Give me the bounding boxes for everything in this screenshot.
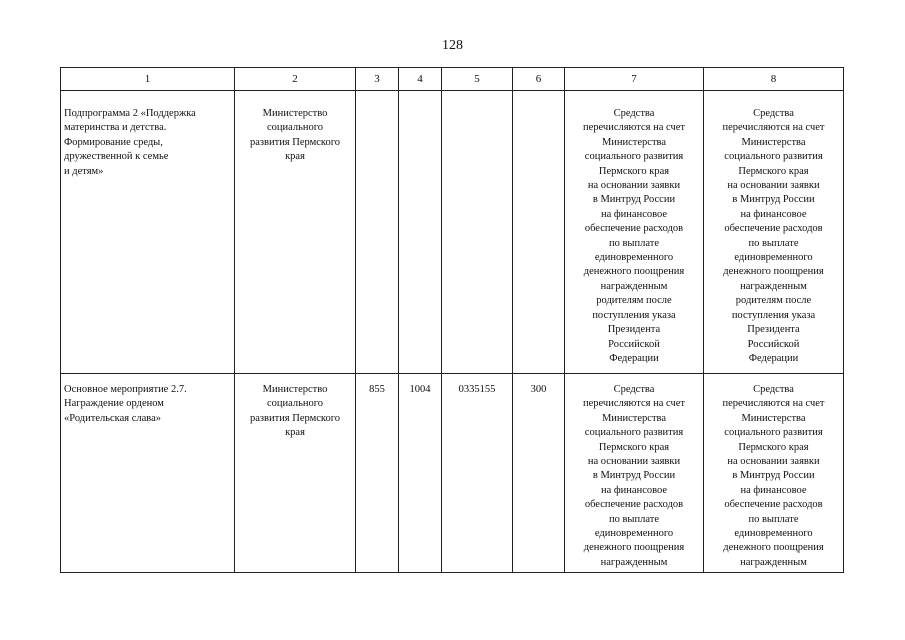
code-cell: 855 [356, 374, 399, 573]
code-cell [399, 91, 442, 374]
column-header: 6 [513, 68, 565, 91]
code-cell [513, 91, 565, 374]
program-name-cell: Основное мероприятие 2.7. Награждение орденом «Родительская слава» [61, 374, 235, 573]
code-cell: 0335155 [442, 374, 513, 573]
code-cell [442, 91, 513, 374]
column-header: 3 [356, 68, 399, 91]
page-number: 128 [442, 38, 463, 53]
column-header: 5 [442, 68, 513, 91]
program-name-cell: Подпрограмма 2 «Поддержка материнства и детства. Формирование среды, дружественной к семье и детям» [61, 91, 235, 374]
procedure-cell: Средства перечисляются на счет Министерства социального развития Пермского края на основании заявки в Минтруд России на финансовое обеспечение расходов по выплате единовременного денежного поощрения награжденным родителям после поступления указа Президента Российской Федерации [565, 91, 704, 374]
code-cell: 300 [513, 374, 565, 573]
procedure-cell: Средства перечисляются на счет Министерства социального развития Пермского края на основании заявки в Минтруд России на финансовое обеспечение расходов по выплате единовременного денежного поощрения награжденным [565, 374, 704, 573]
code-cell [356, 91, 399, 374]
column-header: 4 [399, 68, 442, 91]
column-header: 2 [235, 68, 356, 91]
procedure-cell: Средства перечисляются на счет Министерства социального развития Пермского края на основании заявки в Минтруд России на финансовое обеспечение расходов по выплате единовременного денежного поощрения награжденным родителям после поступления указа Президента Российской Федерации [704, 91, 844, 374]
budget-table [60, 67, 844, 573]
table-row [61, 374, 844, 573]
column-header: 7 [565, 68, 704, 91]
column-header: 1 [61, 68, 235, 91]
procedure-cell: Средства перечисляются на счет Министерства социального развития Пермского края на основании заявки в Минтруд России на финансовое обеспечение расходов по выплате единовременного денежного поощрения награжденным [704, 374, 844, 573]
table-row [61, 91, 844, 374]
column-header: 8 [704, 68, 844, 91]
responsible-executor-cell: Министерство социального развития Пермского края [235, 374, 356, 573]
table-header-row [61, 68, 844, 91]
code-cell: 1004 [399, 374, 442, 573]
responsible-executor-cell: Министерство социального развития Пермского края [235, 91, 356, 374]
